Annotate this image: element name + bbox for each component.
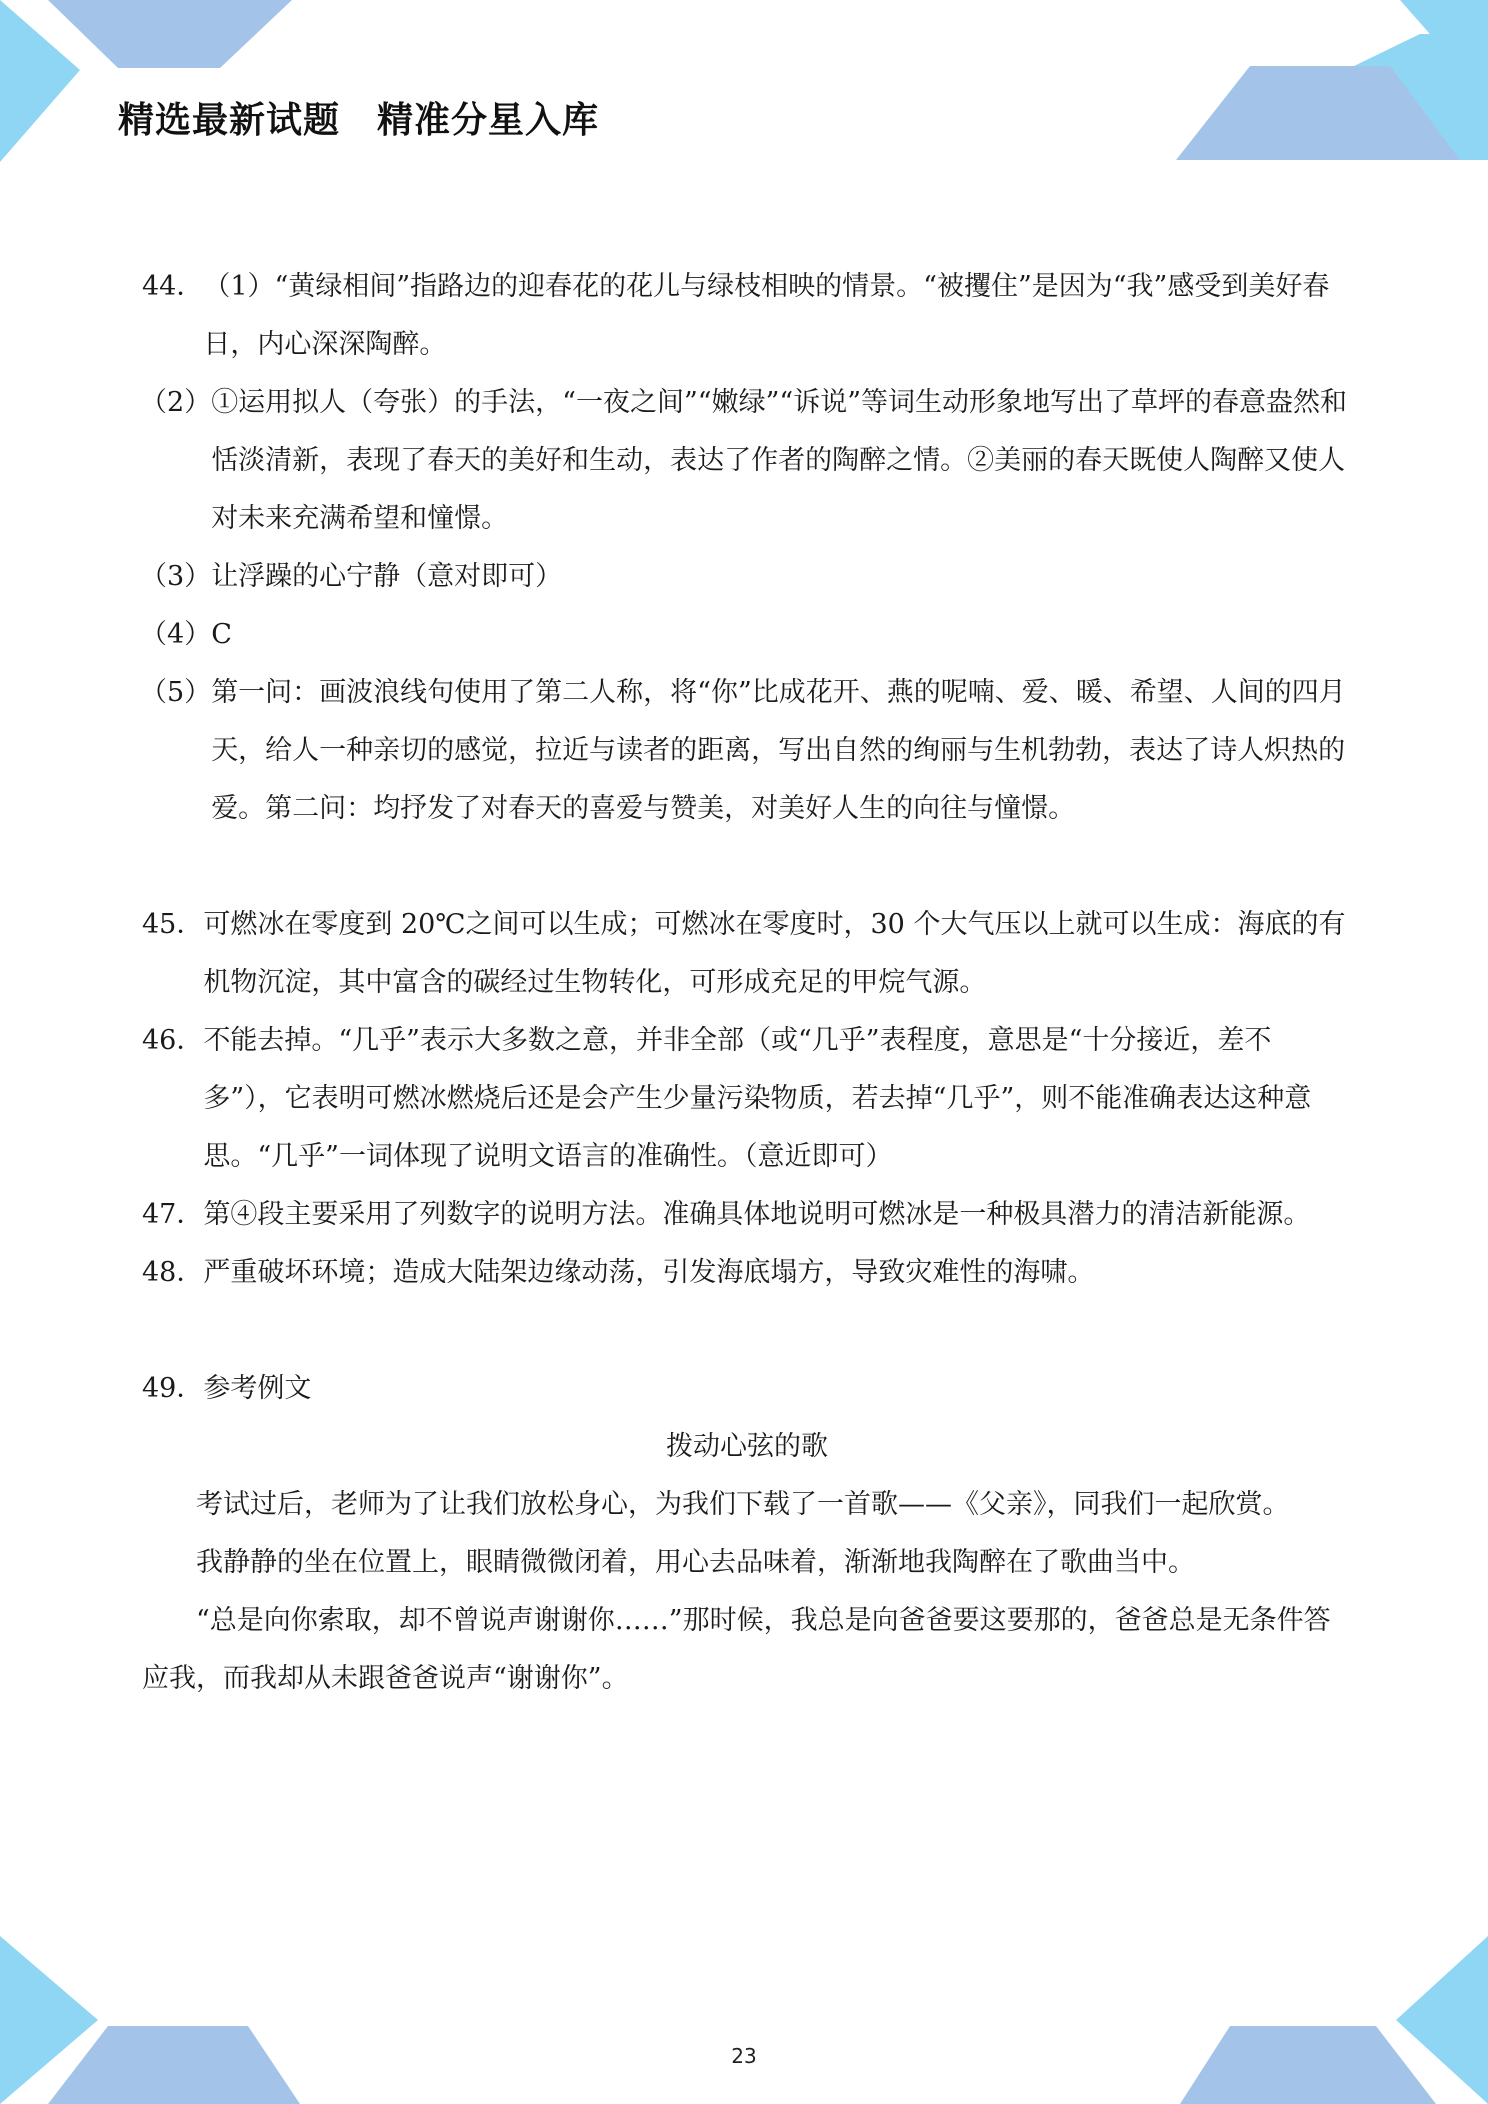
answer-46-number: 46． [142,1025,204,1056]
essay-paragraph-3: “总是向你索取，却不曾说声谢谢你……”那时候，我总是向爸爸要这要那的，爸爸总是无条件答应我，而我却从未跟爸爸说声“谢谢你”。 [142,1605,1331,1694]
answer-48-text: 严重破坏环境；造成大陆架边缘动荡，引发海底塌方，导致灾难性的海啸。 [203,1257,1095,1288]
q44-item-2 [140,374,1352,548]
answer-46-text: 不能去掉。“几乎”表示大多数之意，并非全部（或“几乎”表程度，意思是“十分接近，差不多”），它表明可燃冰燃烧后还是会产生少量污染物质，若去掉“几乎”，则不能准确表达这种意思。“几乎”一词体现了说明文语言的准确性。（意近即可） [203,1025,1312,1172]
header-title: 精选最新试题 精准分星入库 [118,100,600,141]
q44-item-3 [140,548,1352,606]
q44-4-text: C [211,619,232,650]
q44-2-text: ①运用拟人（夸张）的手法，“一夜之间”“嫩绿”“诉说”等词生动形象地写出了草坪的春意盎然和恬淡清新，表现了春天的美好和生动，表达了作者的陶醉之情。②美丽的春天既使人陶醉又使人对未来充满希望和憧憬。 [211,387,1348,534]
answer-45 [142,896,1352,1012]
essay-paragraph-1: 考试过后，老师为了让我们放松身心，为我们下载了一首歌——《父亲》，同我们一起欣赏。 [196,1489,1290,1520]
q44-5-label: （5） [140,677,212,708]
answer-48-number: 48． [142,1257,204,1288]
answer-45-text: 可燃冰在零度到 20℃之间可以生成；可燃冰在零度时，30 个大气压以上就可以生成：海底的有机物沉淀，其中富含的碳经过生物转化，可形成充足的甲烷气源。 [203,909,1346,998]
answer-content [142,258,1352,1708]
q44-3-label: （3） [140,561,212,592]
page-number: 23 [731,2044,757,2068]
q49-heading [142,1360,1352,1418]
q44-2-label: （2） [140,387,212,418]
essay-title: 拨动心弦的歌 [666,1431,828,1462]
essay-paragraph-2: 我静静的坐在位置上，眼睛微微闭着，用心去品味着，渐渐地我陶醉在了歌曲当中。 [196,1547,1195,1578]
q44-4-label: （4） [140,619,212,650]
q49-number: 49． [142,1373,204,1404]
q44-number: 44． [142,271,204,302]
answer-47-number: 47． [142,1199,204,1230]
q44-1-text: “黄绿相间”指路边的迎春花的花儿与绿枝相映的情景。“被攫住”是因为“我”感受到美好春日，内心深深陶醉。 [203,271,1330,360]
q44-item-1 [142,258,1352,374]
answer-46 [142,1012,1352,1186]
answer-45-number: 45． [142,909,204,940]
answer-47-text: 第④段主要采用了列数字的说明方法。准确具体地说明可燃冰是一种极具潜力的清洁新能源。 [203,1199,1311,1230]
q44-5-text: 第一问：画波浪线句使用了第二人称，将“你”比成花开、燕的呢喃、爱、暖、希望、人间的四月天，给人一种亲切的感觉，拉近与读者的距离，写出自然的绚丽与生机勃勃，表达了诗人炽热的爱。第二问：均抒发了对春天的喜爱与赞美，对美好人生的向往与憧憬。 [211,677,1346,824]
answer-47 [142,1186,1352,1244]
answer-48 [142,1244,1352,1302]
q44-1-label: （1） [203,271,275,302]
q44-item-5 [140,664,1352,838]
q44-item-4 [140,606,1352,664]
q49-label: 参考例文 [203,1373,312,1404]
decor-trapezoid-top-left [48,0,292,68]
q44-3-text: 让浮躁的心宁静（意对即可） [211,561,563,592]
decor-triangle-top-left [0,0,80,162]
